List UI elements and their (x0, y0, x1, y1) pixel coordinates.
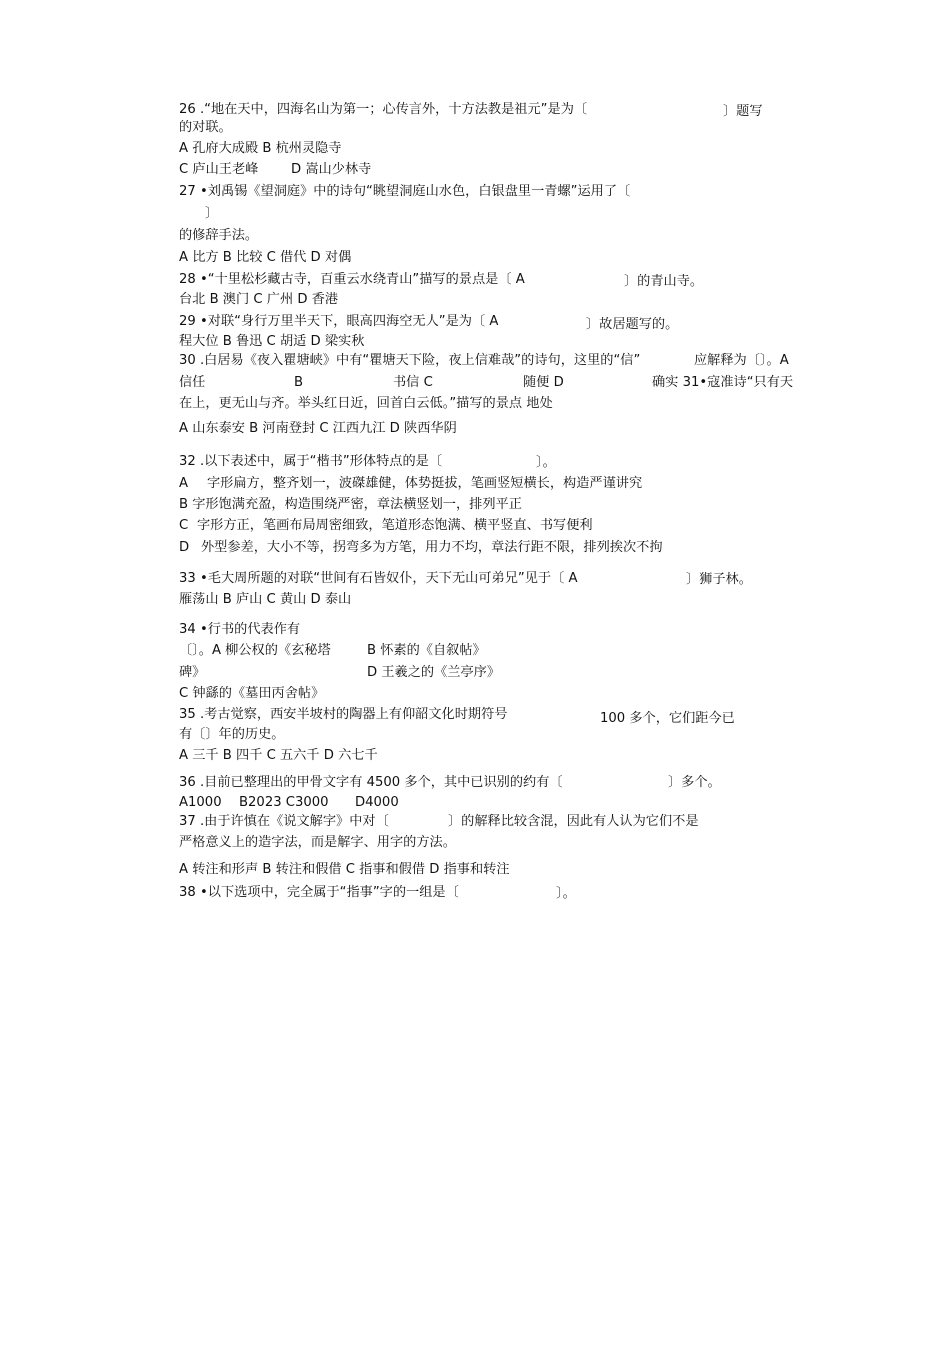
q29-stem: 29 •对联“身行万里半天下，眼高四海空无人”是为〔 A (179, 314, 499, 329)
q27-options: A 比方 B 比较 C 借代 D 对偶 (179, 250, 352, 265)
q26-stem-tail: 〕题写 (723, 104, 763, 119)
q30-option-b-label: B (294, 375, 304, 390)
q33-stem-tail: 〕狮子林。 (686, 572, 752, 587)
q37-stem: 37 .由于许慎在《说文解字》中对〔 (179, 814, 389, 829)
q30-option-c: 随便 D (523, 375, 564, 390)
q34-option-c: C 钟繇的《墓田丙舍帖》 (179, 686, 325, 701)
q34-stem: 34 •行书的代表作有 (179, 622, 301, 637)
q30-option-a: 信任 (179, 375, 206, 390)
q28-options: 台北 B 澳门 C 广州 D 香港 (179, 292, 339, 307)
q32-stem-tail: 〕。 (536, 455, 556, 470)
q30-option-d-q31-stem: 确实 31•寇准诗“只有天 (652, 375, 794, 390)
q32-option-d: 外型参差，大小不等，拐弯多为方笔，用力不均，章法行距不限，排列挨次不拘 (201, 540, 663, 555)
q34-option-a-cont: 碑》 (179, 665, 206, 680)
q35-options: A 三千 B 四千 C 五六千 D 六七千 (179, 748, 378, 763)
q35-stem-tail: 100 多个，它们距今已 (600, 711, 735, 726)
q27-stem-cont: 的修辞手法。 (179, 228, 259, 243)
q36-option-bc: B2023 C3000 (239, 795, 329, 810)
q31-stem-cont: 在上，更无山与齐。举头红日近，回首白云低。”描写的景点 地处 (179, 396, 553, 411)
q26-stem: 26 .“地在天中，四海名山为第一；心传言外，十方法教是祖元”是为〔 (179, 102, 588, 117)
q35-stem-cont: 有〔〕年的历史。 (179, 727, 285, 742)
q32-option-c: 字形方正，笔画布局周密细致，笔道形态饱满、横平竖直、书写便利 (197, 518, 593, 533)
q33-options: 雁荡山 B 庐山 C 黄山 D 泰山 (179, 592, 352, 607)
q26-option-c: C 庐山王老峰 (179, 162, 259, 177)
q32-option-b: B 字形饱满充盈，构造围绕严密，章法横竖划一，排列平正 (179, 497, 522, 512)
q33-stem: 33 •毛大周所题的对联“世间有石皆奴仆，天下无山可弟兄”见于〔 A (179, 571, 578, 586)
q37-stem-cont: 严格意义上的造字法，而是解字、用字的方法。 (179, 835, 456, 850)
q28-stem-tail: 〕的青山寺。 (624, 274, 704, 289)
q30-option-b: 书信 C (393, 375, 433, 390)
q32-option-c-label: C (179, 518, 189, 533)
q29-options: 程大位 B 鲁迅 C 胡适 D 梁实秋 (179, 334, 365, 349)
q27-stem: 27 •刘禹锡《望洞庭》中的诗句“眺望洞庭山水色，白银盘里一青螺”运用了〔 (179, 184, 631, 199)
q26-option-d: D 嵩山少林寺 (291, 162, 372, 177)
q32-option-a: 字形扁方，整齐划一，波磔雄健，体势挺拔，笔画竖短横长，构造严谨讲究 (207, 476, 643, 491)
q34-option-b: B 怀素的《自叙帖》 (367, 643, 486, 658)
q30-stem: 30 .白居易《夜入瞿塘峡》中有“瞿塘天下险，夜上信难哉”的诗句，这里的“信” (179, 353, 641, 368)
q32-stem: 32 .以下表述中，属于“楷书”形体特点的是〔 (179, 454, 443, 469)
q34-option-a: 〔〕。A 柳公权的《玄秘塔 (179, 643, 331, 658)
q36-stem: 36 .目前已整理出的甲骨文字有 4500 多个，其中已识别的约有〔 (179, 775, 563, 790)
q26-stem-cont: 的对联。 (179, 120, 232, 135)
q36-option-a: A1000 (179, 795, 222, 810)
q38-stem: 38 •以下选项中，完全属于“指事”字的一组是〔 (179, 885, 459, 900)
q34-option-d: D 王羲之的《兰亭序》 (367, 665, 501, 680)
q28-stem: 28 •“十里松杉藏古寺，百重云水绕青山”描写的景点是〔 A (179, 272, 525, 287)
q26-options-ab: A 孔府大成殿 B 杭州灵隐寺 (179, 141, 342, 156)
q32-option-a-label: A (179, 476, 189, 491)
q32-option-d-label: D (179, 540, 190, 555)
q31-options: A 山东泰安 B 河南登封 C 江西九江 D 陕西华阴 (179, 421, 457, 436)
q37-options: A 转注和形声 B 转注和假借 C 指事和假借 D 指事和转注 (179, 862, 510, 877)
q35-stem: 35 .考古觉察，西安半坡村的陶器上有仰韶文化时期符号 (179, 707, 508, 722)
q37-stem-tail: 〕的解释比较含混，因此有人认为它们不是 (448, 814, 699, 829)
q29-stem-tail: 〕故居题写的。 (586, 317, 679, 332)
q36-stem-tail: 〕多个。 (668, 775, 721, 790)
q27-bracket: 〕 (205, 206, 219, 221)
q38-stem-tail: 〕。 (556, 886, 576, 901)
q30-stem-tail: 应解释为〔〕。A (694, 353, 789, 368)
q36-option-d: D4000 (355, 795, 399, 810)
